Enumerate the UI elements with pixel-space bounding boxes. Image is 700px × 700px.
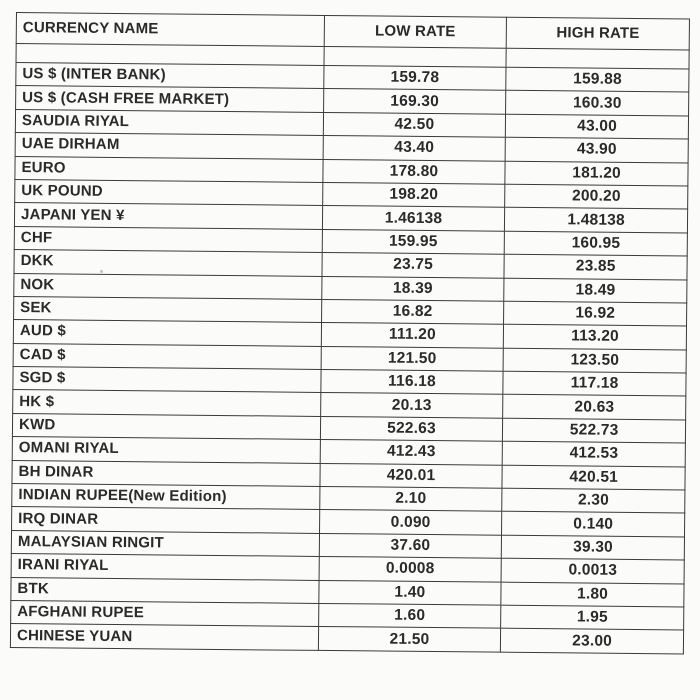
high-rate-cell: 23.85: [504, 254, 687, 279]
currency-name-cell: IRANI RIYAL: [11, 554, 319, 580]
currency-name-cell: HK $: [13, 390, 321, 416]
low-rate-cell: 0.090: [319, 510, 502, 535]
high-rate-cell: 0.0013: [501, 558, 684, 583]
low-rate-cell: 116.18: [321, 370, 504, 395]
low-rate-cell: 0.0008: [319, 557, 502, 582]
currency-name-cell: OMANI RIYAL: [12, 437, 320, 463]
currency-name-cell: CAD $: [13, 343, 321, 369]
currency-name-cell: MALAYSIAN RINGIT: [11, 530, 319, 556]
low-rate-cell: 522.63: [320, 416, 503, 441]
currency-name-cell: BTK: [11, 577, 319, 603]
header-currency-name: CURRENCY NAME: [16, 13, 324, 47]
high-rate-cell: 412.53: [502, 441, 685, 466]
currency-name-cell: UK POUND: [15, 179, 323, 205]
low-rate-cell: 159.95: [322, 229, 505, 254]
low-rate-cell: 169.30: [323, 89, 506, 114]
currency-name-cell: AUD $: [13, 320, 321, 346]
low-rate-cell: 20.13: [320, 393, 503, 418]
high-rate-cell: 123.50: [503, 348, 686, 373]
spacer-cell: [506, 48, 689, 69]
low-rate-cell: 111.20: [321, 323, 504, 348]
high-rate-cell: 43.90: [505, 137, 688, 162]
high-rate-cell: 43.00: [506, 114, 689, 139]
currency-name-cell: US $ (CASH FREE MARKET): [16, 86, 324, 112]
high-rate-cell: 0.140: [502, 512, 685, 537]
high-rate-cell: 16.92: [504, 301, 687, 326]
currency-name-cell: SEK: [14, 296, 322, 322]
table-body: [10, 44, 689, 654]
low-rate-cell: 1.46138: [322, 206, 505, 231]
high-rate-cell: 181.20: [505, 161, 688, 186]
currency-name-cell: KWD: [12, 413, 320, 439]
low-rate-cell: 178.80: [323, 159, 506, 184]
low-rate-cell: 18.39: [321, 276, 504, 301]
low-rate-cell: 159.78: [323, 65, 506, 90]
header-low-rate: LOW RATE: [324, 15, 507, 48]
high-rate-cell: 200.20: [505, 184, 688, 209]
high-rate-cell: 18.49: [504, 278, 687, 303]
low-rate-cell: 1.40: [319, 580, 502, 605]
high-rate-cell: 1.80: [501, 582, 684, 607]
low-rate-cell: 198.20: [322, 182, 505, 207]
high-rate-cell: 420.51: [502, 465, 685, 490]
high-rate-cell: 20.63: [503, 395, 686, 420]
low-rate-cell: 16.82: [321, 299, 504, 324]
scan-speck: [100, 270, 103, 273]
high-rate-cell: 113.20: [504, 324, 687, 349]
currency-name-cell: DKK: [14, 250, 322, 276]
low-rate-cell: 420.01: [320, 463, 503, 488]
high-rate-cell: 2.30: [502, 488, 685, 513]
low-rate-cell: 37.60: [319, 533, 502, 558]
high-rate-cell: 160.95: [504, 231, 687, 256]
currency-name-cell: SAUDIA RIYAL: [15, 109, 323, 135]
low-rate-cell: 23.75: [322, 253, 505, 278]
currency-name-cell: US $ (INTER BANK): [16, 63, 324, 89]
currency-name-cell: JAPANI YEN ¥: [14, 203, 322, 229]
low-rate-cell: 21.50: [318, 627, 501, 652]
currency-name-cell: CHF: [14, 226, 322, 252]
high-rate-cell: 1.48138: [505, 208, 688, 233]
high-rate-cell: 522.73: [503, 418, 686, 443]
currency-name-cell: EURO: [15, 156, 323, 182]
spacer-cell: [324, 46, 507, 67]
currency-name-cell: UAE DIRHAM: [15, 133, 323, 159]
currency-name-cell: CHINESE YUAN: [10, 624, 318, 650]
currency-name-cell: BH DINAR: [12, 460, 320, 486]
header-high-rate: HIGH RATE: [506, 17, 689, 50]
high-rate-cell: 23.00: [501, 629, 684, 654]
low-rate-cell: 412.43: [320, 440, 503, 465]
currency-name-cell: AFGHANI RUPEE: [11, 600, 319, 626]
high-rate-cell: 39.30: [502, 535, 685, 560]
low-rate-cell: 43.40: [323, 136, 506, 161]
high-rate-cell: 117.18: [503, 371, 686, 396]
low-rate-cell: 121.50: [321, 346, 504, 371]
low-rate-cell: 2.10: [319, 486, 502, 511]
low-rate-cell: 42.50: [323, 112, 506, 137]
currency-name-cell: SGD $: [13, 367, 321, 393]
high-rate-cell: 159.88: [506, 67, 689, 92]
low-rate-cell: 1.60: [318, 603, 501, 628]
currency-rates-table: [10, 12, 690, 654]
currency-name-cell: IRQ DINAR: [12, 507, 320, 533]
currency-name-cell: INDIAN RUPEE(New Edition): [12, 484, 320, 510]
high-rate-cell: 160.30: [506, 91, 689, 116]
high-rate-cell: 1.95: [501, 605, 684, 630]
currency-name-cell: NOK: [14, 273, 322, 299]
